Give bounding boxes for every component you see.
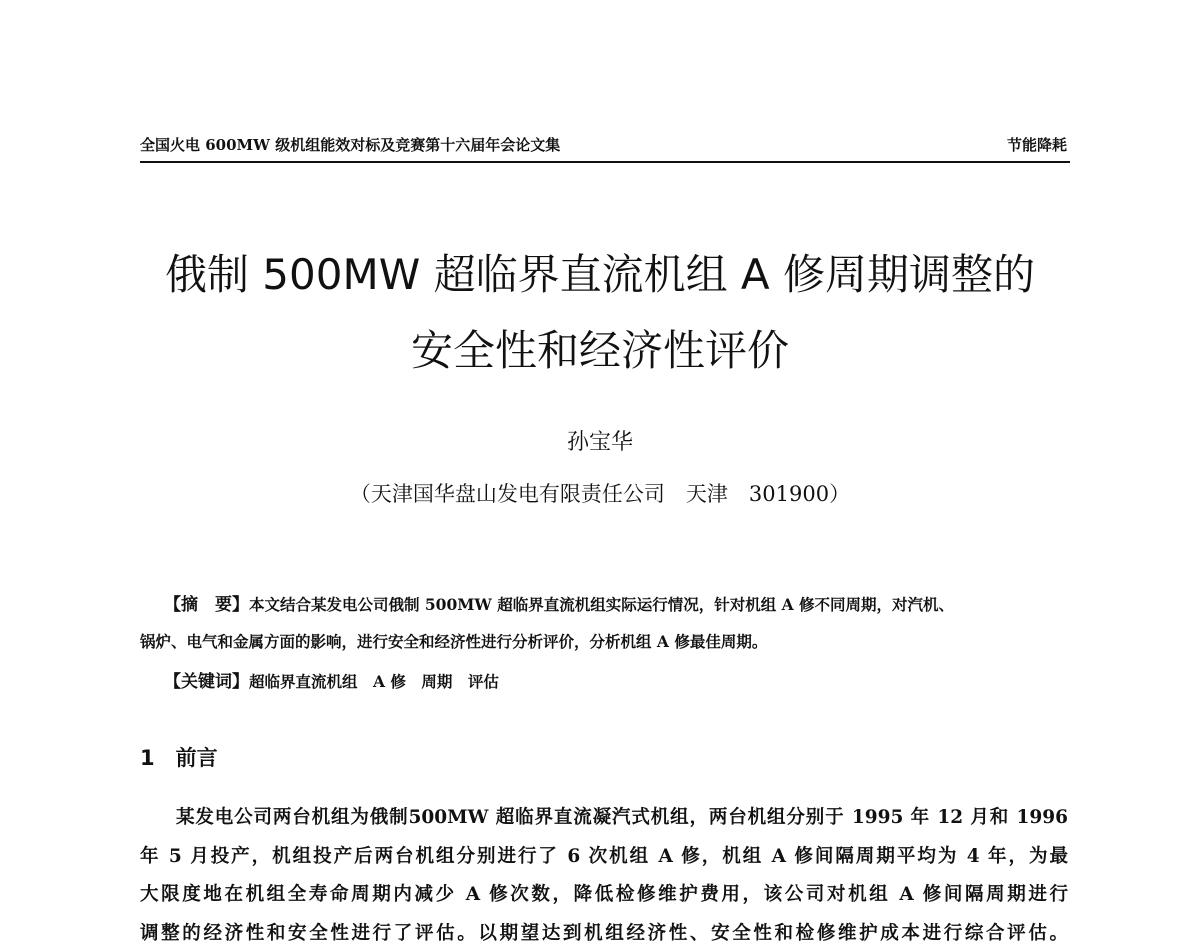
affiliation: （天津国华盘山发电有限责任公司 天津 301900） xyxy=(349,482,851,506)
author: 孙宝华 xyxy=(566,430,633,455)
abstract-text-1: 本文结合某发电公司俄制 500MW 超临界直流机组实际运行情况，针对机组 A 修不同周期，对汽机、 xyxy=(249,595,955,614)
header-rule xyxy=(140,161,1070,163)
section-heading: 1 前言 xyxy=(140,746,218,770)
abstract-label: 【摘 要】 xyxy=(164,595,249,615)
running-header-section: 节能降耗 xyxy=(1006,136,1067,154)
keywords-label: 【关键词】 xyxy=(164,672,249,692)
keywords xyxy=(140,667,1068,692)
abstract-line1 xyxy=(140,590,1068,615)
paper-title-line1: 俄制 500MW 超临界直流机组 A 修周期调整的 xyxy=(164,250,1036,299)
paper-title-line2: 安全性和经济性评价 xyxy=(410,326,789,375)
keywords-text: 超临界直流机组 A 修 周期 评估 xyxy=(249,672,499,691)
abstract-line2: 锅炉、电气和金属方面的影响，进行安全和经济性进行分析评价，分析机组 A 修最佳周期。 xyxy=(140,632,768,651)
running-header-title: 全国火电 600MW 级机组能效对标及竞赛第十六届年会论文集 xyxy=(140,136,561,154)
body-line: 调整的经济性和安全性进行了评估。以期望达到机组经济性、安全性和检修维护成本进行综合评估。 xyxy=(140,923,1068,944)
body-line: 大限度地在机组全寿命周期内减少 A 修次数，降低检修维护费用，该公司对机组 A 修间隔周期进行 xyxy=(140,884,1068,905)
body-line: 年 5 月投产，机组投产后两台机组分别进行了 6 次机组 A 修，机组 A 修间隔周期平均为 4 年，为最 xyxy=(140,846,1068,867)
body-line: 某发电公司两台机组为俄制500MW 超临界直流凝汽式机组，两台机组分别于 1995 年 12 月和 1996 xyxy=(176,807,1068,828)
